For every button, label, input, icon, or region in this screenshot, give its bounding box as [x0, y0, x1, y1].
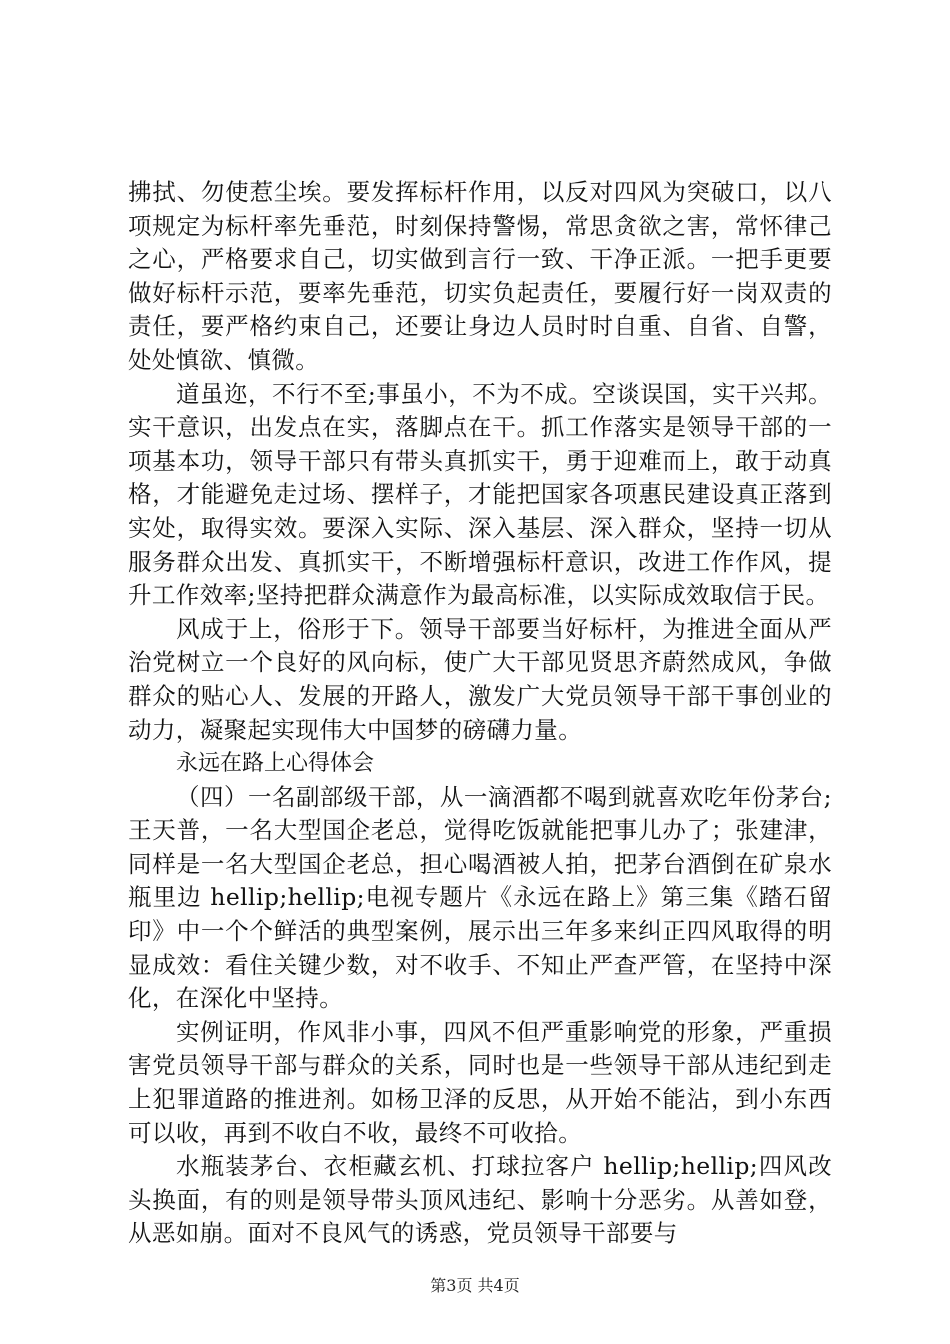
page-number-footer: 第3页 共4页: [430, 1276, 520, 1295]
paragraph-3: 风成于上，俗形于下。领导干部要当好标杆，为推进全面从严治党树立一个良好的风向标，使广大干部见贤思齐蔚然成风，争做群众的贴心人、发展的开路人，激发广大党员领导干部干事创业的动力，凝聚起实现伟大中国梦的磅礴力量。: [128, 614, 832, 744]
paragraph-2: 道虽迩，不行不至;事虽小，不为不成。空谈误国，实干兴邦。实干意识，出发点在实，落脚点在干。抓工作落实是领导干部的一项基本功，领导干部只有带头真抓实干，勇于迎难而上，敢于动真格，才能避免走过场、摆样子，才能把国家各项惠民建设真正落到实处，取得实效。要深入实际、深入基层、深入群众，坚持一切从服务群众出发、真抓实干，不断增强标杆意识，改进工作作风，提升工作效率;坚持把群众满意作为最高标准，以实际成效取信于民。: [128, 379, 832, 610]
paragraph-4: （四）一名副部级干部，从一滴酒都不喝到就喜欢吃年份茅台;王天普，一名大型国企老总，觉得吃饭就能把事儿办了；张建津，同样是一名大型国企老总，担心喝酒被人拍，把茅台酒倒在矿泉水瓶里边 hellip;hellip;电视专题片《永远在路上》第三集《踏石留印》中一个个鲜活的典型案例，展示出三年多来纠正四风取得的明显成效：看住关键少数，对不收手、不知止严查严管，在坚持中深化，在深化中坚持。: [128, 782, 832, 1013]
paragraph-1: 拂拭、勿使惹尘埃。要发挥标杆作用，以反对四风为突破口，以八项规定为标杆率先垂范，时刻保持警惕，常思贪欲之害，常怀律己之心，严格要求自己，切实做到言行一致、干净正派。一把手更要做好标杆示范，要率先垂范，切实负起责任，要履行好一岗双责的责任，要严格约束自己，还要让身边人员时时自重、自省、自警，处处慎欲、慎微。: [128, 178, 832, 374]
paragraph-5: 实例证明，作风非小事，四风不但严重影响党的形象，严重损害党员领导干部与群众的关系，同时也是一些领导干部从违纪到走上犯罪道路的推进剂。如杨卫泽的反思，从开始不能沾，到小东西可以收，再到不收白不收，最终不可收拾。: [128, 1017, 832, 1147]
section-heading: 永远在路上心得体会: [176, 751, 375, 777]
document-body: [128, 176, 832, 1251]
paragraph-6: 水瓶装茅台、衣柜藏玄机、打球拉客户 hellip;hellip;四风改头换面，有的则是领导带头顶风违纪、影响十分恶劣。从善如登，从恶如崩。面对不良风气的诱惑，党员领导干部要与: [128, 1152, 832, 1248]
